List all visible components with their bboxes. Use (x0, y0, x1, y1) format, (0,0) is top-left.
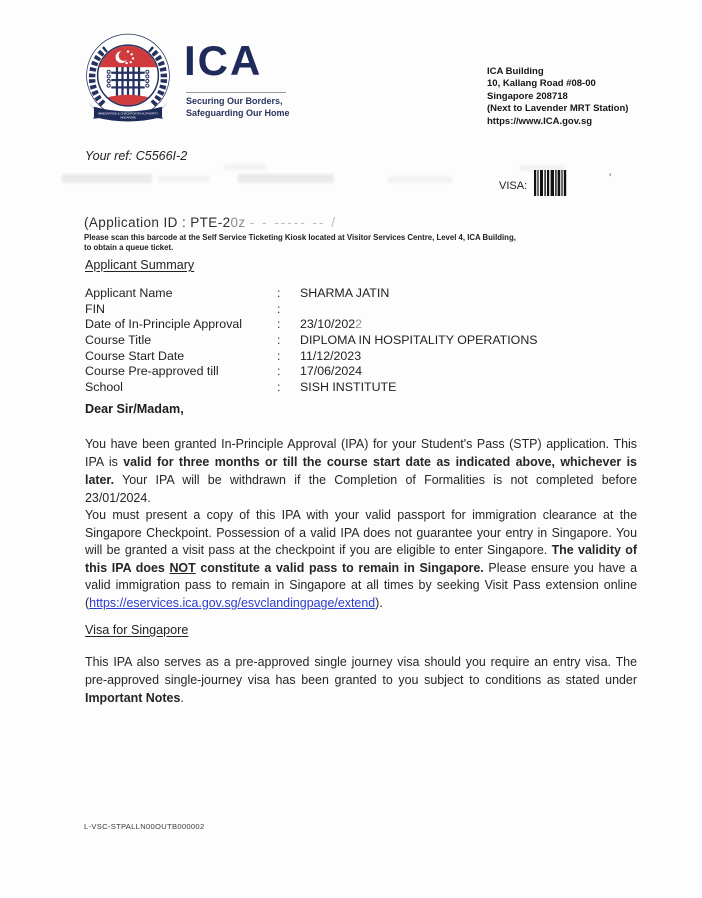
para2-not-underlined: NOT (169, 560, 196, 575)
para2-text2: Please ensure you have a valid immigration pass to remain in Singapore at all times by seeking Visit Pass extension online ( (85, 560, 637, 610)
row-colon: : (277, 333, 281, 348)
row-label: Course Start Date (85, 348, 185, 363)
tagline-line2: Safeguarding Our Home (186, 107, 290, 118)
erased-text-smudge (62, 174, 152, 183)
tagline-line1: Securing Our Borders, (186, 96, 283, 106)
row-value: 23/10/2022 (300, 317, 363, 332)
ica-emblem-logo (82, 31, 174, 131)
address-line: https://www.ICA.gov.sg (487, 115, 593, 127)
application-id-line (84, 215, 337, 230)
ica-crest-icon (82, 31, 174, 131)
row-colon: : (277, 301, 281, 316)
ica-wordmark: ICA (184, 37, 263, 84)
application-id-faded: 0z (230, 215, 246, 230)
emblem-ribbon-text: IMMIGRATION & CHECKPOINTS AUTHORITY (97, 111, 159, 116)
application-id-smudge: - - ----- -- / (249, 215, 337, 230)
application-id-prefix: (Application ID : PTE-2 (84, 215, 231, 230)
row-label: Date of In-Principle Approval (85, 317, 243, 332)
table-row (85, 364, 637, 380)
ica-address-block (487, 66, 628, 128)
row-value: SISH INSTITUTE (300, 380, 397, 395)
stray-mark: ' (609, 171, 612, 185)
applicant-summary-heading: Applicant Summary (85, 258, 195, 272)
row-colon: : (277, 364, 281, 379)
table-row (85, 317, 637, 333)
erased-text-smudge (238, 174, 334, 183)
kiosk-note (84, 233, 564, 252)
address-line: ICA Building (487, 66, 544, 77)
table-row (85, 349, 637, 365)
para2-bold-text2: constitute a valid pass to remain in Singapore. (195, 560, 484, 575)
address-line: (Next to Lavender MRT Station) (487, 103, 629, 115)
para3-text: This IPA also serves as a pre-approved single journey visa should you require an entry visa. The pre-approved single-journey visa has been granted to you subject to conditions as stated under (85, 655, 637, 687)
table-row (85, 380, 637, 396)
address-line: Singapore 208718 (487, 90, 568, 102)
visit-pass-extension-link[interactable]: https://eservices.ica.gov.sg/esvclandingpage/extend (89, 595, 376, 610)
para1-bold-text: valid for three months or till the course start date as indicated above, whichever is later. (85, 455, 637, 487)
para1-text: You have been granted In-Principle Approval (IPA) for your Student's Pass (STP) application. This IPA is (85, 437, 637, 469)
paragraph-validity (85, 435, 637, 507)
table-row (85, 286, 637, 302)
para1-text2: Your IPA will be withdrawn if the Completion of Formalities is not completed before 23/01/2024. (85, 473, 637, 505)
emblem-ribbon-text2: SINGAPORE (120, 116, 136, 120)
para2-bold-text: The validity of this IPA does (85, 543, 637, 575)
row-value: 11/12/2023 (300, 348, 362, 363)
row-colon: : (277, 317, 281, 332)
salutation: Dear Sir/Madam, (85, 402, 184, 416)
row-colon: : (277, 348, 281, 363)
row-label: Course Title (85, 333, 152, 348)
row-label: Course Pre-approved till (85, 364, 219, 379)
para3-text2: . (180, 691, 184, 705)
paragraph-immigration (85, 507, 637, 613)
erased-text-smudge (158, 176, 210, 182)
kiosk-note-line2: to obtain a queue ticket. (84, 242, 174, 252)
row-label: FIN (85, 301, 105, 316)
summary-table (85, 286, 637, 396)
para3-important-notes: Important Notes (85, 691, 181, 705)
visa-for-singapore-heading: Visa for Singapore (85, 623, 189, 637)
table-row (85, 302, 637, 318)
table-row (85, 333, 637, 349)
tagline-divider (186, 92, 286, 93)
document-code: L-VSC-STPALLN00OUTB000002 (84, 822, 205, 831)
tagline (186, 96, 290, 119)
erased-text-smudge (388, 176, 452, 183)
row-value: SHARMA JATIN (300, 286, 390, 300)
row-value: 17/06/2024 (300, 364, 363, 379)
address-line: 10, Kallang Road #08-00 (487, 78, 596, 90)
row-colon: : (277, 286, 281, 300)
visa-label: VISA: (499, 180, 528, 192)
kiosk-note-line1: Please scan this barcode at the Self Service Ticketing Kiosk located at Visitor Services Centre, Level 4, ICA Building, (84, 233, 516, 242)
row-value-faded: 2 (355, 317, 363, 332)
your-ref-line: Your ref: C5566I-2 (85, 149, 188, 163)
row-label: Applicant Name (85, 286, 173, 300)
row-colon: : (277, 380, 281, 395)
para2-text: You must present a copy of this IPA with your valid passport for immigration clearance at the Singapore Checkpoint. Possession of a valid IPA does not guarantee your entry in Singapore. You will be granted a visit pass at the checkpoint if you are eligible to enter Singapore. (85, 508, 637, 558)
row-value (300, 302, 637, 318)
visa-barcode-icon (534, 170, 567, 201)
para2-text3: ). (375, 595, 383, 610)
row-value: DIPLOMA IN HOSPITALITY OPERATIONS (300, 333, 538, 348)
paragraph-visa (85, 653, 637, 707)
erased-text-smudge (224, 164, 266, 170)
row-label: School (85, 380, 123, 395)
